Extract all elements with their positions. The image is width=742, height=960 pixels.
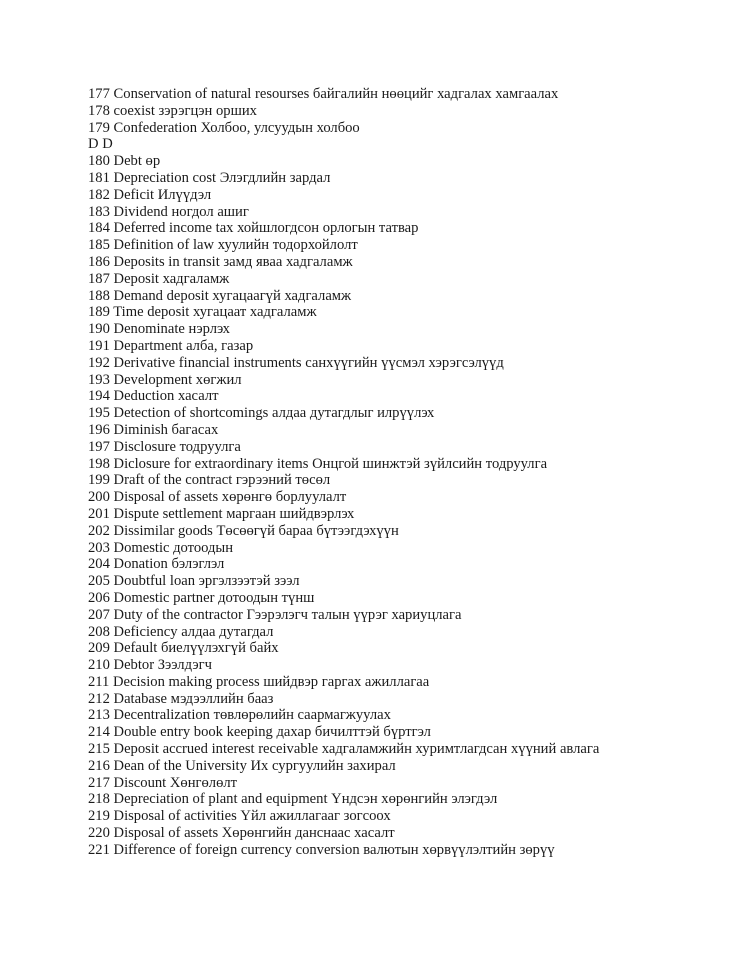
glossary-entry: 197 Disclosure тодруулга <box>88 438 241 455</box>
glossary-entry: 211 Decision making process шийдвэр гаргах ажиллагаа <box>88 673 430 690</box>
glossary-entry: 208 Deficiency алдаа дутагдал <box>88 623 274 640</box>
glossary-entry: 202 Dissimilar goods Төсөөгүй бараа бүтээгдэхүүн <box>88 522 399 539</box>
glossary-entry: 181 Depreciation cost Элэгдлийн зардал <box>88 169 331 186</box>
glossary-entry: 220 Disposal of assets Хөрөнгийн данснаас хасалт <box>88 825 395 842</box>
glossary-entry: 191 Department алба, газар <box>88 337 254 354</box>
glossary-entry: 194 Deduction хасалт <box>88 388 219 405</box>
glossary-entry: 180 Debt өр <box>88 153 161 170</box>
glossary-entry: 213 Decentralization төвлөрөлийн саармагжуулах <box>88 707 391 724</box>
glossary-entry: 195 Detection of shortcomings алдаа дутагдлыг илрүүлэх <box>88 405 435 422</box>
glossary-entry: 205 Doubtful loan эргэлзээтэй зээл <box>88 573 300 590</box>
glossary-entry: 204 Donation бэлэглэл <box>88 556 225 573</box>
glossary-entry: 189 Time deposit хугацаат хадгаламж <box>88 304 317 321</box>
glossary-entry: 185 Definition of law хуулийн тодорхойлолт <box>88 237 358 254</box>
glossary-entry: 177 Conservation of natural resourses байгалийн нөөцийг хадгалах хамгаалах <box>88 86 559 102</box>
glossary-entry: 218 Depreciation of plant and equipment Үндсэн хөрөнгийн элэгдэл <box>88 791 498 808</box>
glossary-entry: 200 Disposal of assets хөрөнгө борлуулалт <box>88 489 347 506</box>
glossary-entry: 203 Domestic дотоодын <box>88 539 234 556</box>
glossary-entry: 178 coexist зэрэгцэн орших <box>88 102 257 119</box>
glossary-entry: 182 Deficit Илүүдэл <box>88 186 212 203</box>
glossary-entry: 201 Dispute settlement маргаан шийдвэрлэх <box>88 505 355 522</box>
glossary-entry: 219 Disposal of activities Үйл ажиллагааг зогсоох <box>88 808 391 825</box>
glossary-entry: 199 Draft of the contract гэрээний төсөл <box>88 472 331 489</box>
glossary-entry: 207 Duty of the contractor Гээрэлэгч талын үүрэг хариуцлага <box>88 606 462 623</box>
glossary-entry: D D <box>88 136 113 153</box>
glossary-list <box>88 86 599 859</box>
glossary-entry: 221 Difference of foreign currency conversion валютын хөрвүүлэлтийн зөрүү <box>88 841 555 858</box>
glossary-entry: 186 Deposits in transit замд яваа хадгаламж <box>88 253 353 270</box>
glossary-entry: 206 Domestic partner дотоодын түнш <box>88 589 315 606</box>
glossary-entry: 198 Diclosure for extraordinary items Онцгой шинжтэй зүйлсийн тодруулга <box>88 455 548 472</box>
glossary-entry: 209 Default биелүүлэхгүй байх <box>88 640 279 657</box>
glossary-entry: 214 Double entry book keeping дахар бичилттэй бүртгэл <box>88 724 431 741</box>
glossary-entry: 188 Demand deposit хугацаагүй хадгаламж <box>88 287 352 304</box>
glossary-entry: 193 Development хөгжил <box>88 371 242 388</box>
glossary-entry: 216 Dean of the University Их сургуулийн захирал <box>88 757 396 774</box>
glossary-entry: 192 Derivative financial instruments санхүүгийн үүсмэл хэрэгсэлүүд <box>88 354 504 371</box>
glossary-entry: 187 Deposit хадгаламж <box>88 270 230 287</box>
glossary-entry: 196 Diminish багасах <box>88 421 219 438</box>
glossary-entry: 210 Debtor Зээлдэгч <box>88 657 212 674</box>
glossary-entry: 179 Confederation Холбоо, улсуудын холбоо <box>88 119 360 136</box>
glossary-entry: 184 Deferred income tax хойшлогдсон орлогын татвар <box>88 220 419 237</box>
glossary-entry: 212 Database мэдээллийн бааз <box>88 690 274 707</box>
glossary-entry: 190 Denominate нэрлэх <box>88 321 230 338</box>
glossary-entry: 215 Deposit accrued interest receivable хадгаламжийн хуримтлагдсан хүүний авлага <box>88 741 600 758</box>
glossary-entry: 183 Dividend ногдол ашиг <box>88 203 249 220</box>
glossary-entry: 217 Discount Хөнгөлөлт <box>88 774 238 791</box>
